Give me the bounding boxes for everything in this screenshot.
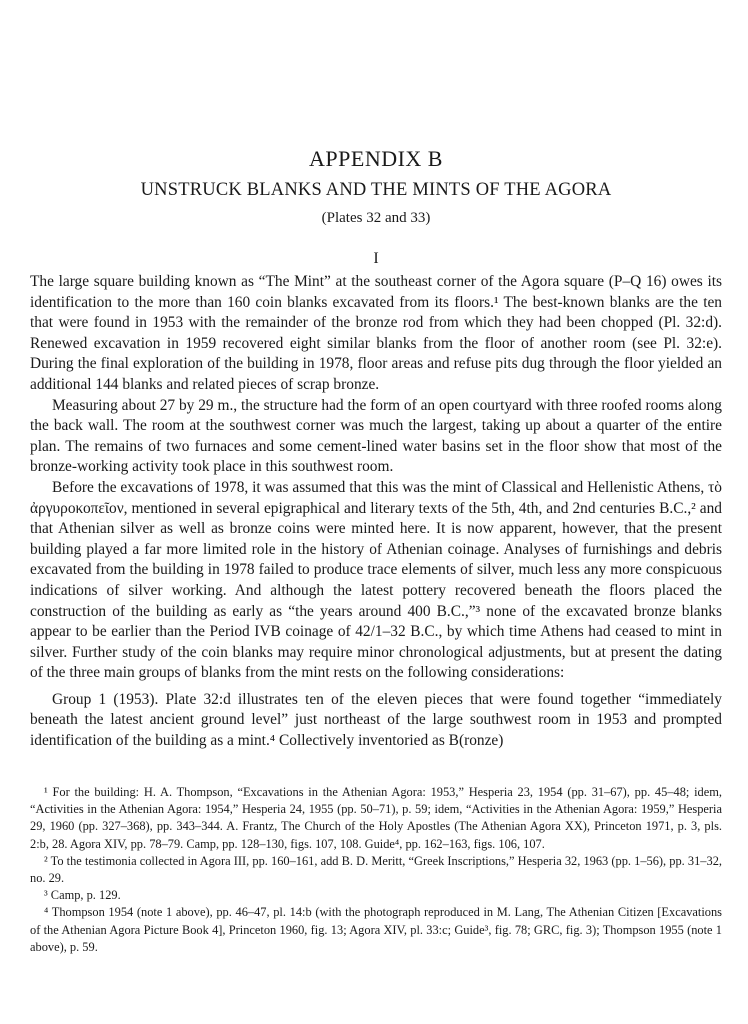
paragraph-2: Measuring about 27 by 29 m., the structure had the form of an open courtyard with three roofed rooms along the back wall. The room at the southwest corner was much the largest, taking up about a quarter of the entire plan. The remains of two furnaces and some cement-lined water basins set in the floor show that most of the bronze-working activity took place in this southwest room. xyxy=(30,396,722,476)
plates-reference: (Plates 32 and 33) xyxy=(321,210,431,226)
appendix-subtitle: UNSTRUCK BLANKS AND THE MINTS OF THE AGORA xyxy=(140,180,612,200)
paragraph-1: The large square building known as “The Mint” at the southeast corner of the Agora square (P–Q 16) owes its identification to the more than 160 coin blanks excavated from its floors.¹ The best-known blanks are the ten that were found in 1953 with the remainder of the bronze rod from which they had been chopped (Pl. 32:d). Renewed excavation in 1959 recovered eight similar blanks from the floor of another room (see Pl. 32:e). During the final exploration of the building in 1978, floor areas and refuse pits dug through the floor yielded an additional 144 blanks and related pieces of scrap bronze. xyxy=(30,273,722,393)
footnote-1: ¹ For the building: H. A. Thompson, “Excavations in the Athenian Agora: 1953,” Hesperia 23, 1954 (pp. 31–67), pp. 45–48; idem, “Activities in the Athenian Agora: 1954,” Hesperia 24, 1955 (pp. 50–71), p. 59; idem, “Activities in the Athenian Agora: 1959,” Hesperia 29, 1960 (pp. 327–368), pp. 343–344. A. Frantz, The Church of the Holy Apostles (The Athenian Agora XX), Princeton 1971, p. 3, pls. 2:b, 28. Agora XIV, pp. 78–79. Camp, pp. 128–130, figs. 107, 108. Guide⁴, pp. 162–163, figs. 106, 107. xyxy=(30,785,722,851)
paragraph-4: Group 1 (1953). Plate 32:d illustrates ten of the eleven pieces that were found together “immediately beneath the latest ancient ground level” just northeast of the large southwest room in 1953 and prompted identification of the building as a mint.⁴ Collectively inventoried as B(ronze) xyxy=(30,690,722,750)
footnote-3: ³ Camp, p. 129. xyxy=(44,888,121,903)
footnote-2: ² To the testimonia collected in Agora III, pp. 160–161, add B. D. Meritt, “Greek Inscriptions,” Hesperia 32, 1963 (pp. 1–56), pp. 31–32, no. 29. xyxy=(30,853,722,886)
body-text xyxy=(30,272,722,752)
footnote-4: ⁴ Thompson 1954 (note 1 above), pp. 46–47, pl. 14:b (with the photograph reproduced in M. Lang, The Athenian Citizen [Excavations of the Athenian Agora Picture Book 4], Princeton 1960, fig. 13; Agora XIV, pl. 33:c; Guide³, fig. 78; GRC, fig. 3); Thompson 1955 (note 1 above), p. 59. xyxy=(30,905,722,954)
paragraph-3: Before the excavations of 1978, it was assumed that this was the mint of Classical and Hellenistic Athens, τὸ ἀργυροκοπεῖον, mentioned in several epigraphical and literary texts of the 5th, 4th, and 2nd centuries B.C.,² and that Athenian silver as well as bronze coins were minted here. It is now apparent, however, that the present building played a far more limited role in the history of Athenian coinage. Analyses of furnishings and debris excavated from the building in 1978 failed to produce trace elements of silver, much less any more conspicuous indications of silver working. And although the latest pottery recovered beneath the floors placed the construction of the building as early as “the years around 400 B.C.,”³ none of the excavated bronze blanks appear to be earlier than the Period IVB coinage of 42/1–32 B.C., by which time Athens had ceased to mint in silver. Further study of the coin blanks may require minor chronological adjustments, but at present the dating of the three main groups of blanks from the mint rests on the following considerations: xyxy=(30,478,722,682)
appendix-title: APPENDIX B xyxy=(309,146,443,171)
footnotes xyxy=(30,784,722,956)
section-number: I xyxy=(373,250,379,267)
